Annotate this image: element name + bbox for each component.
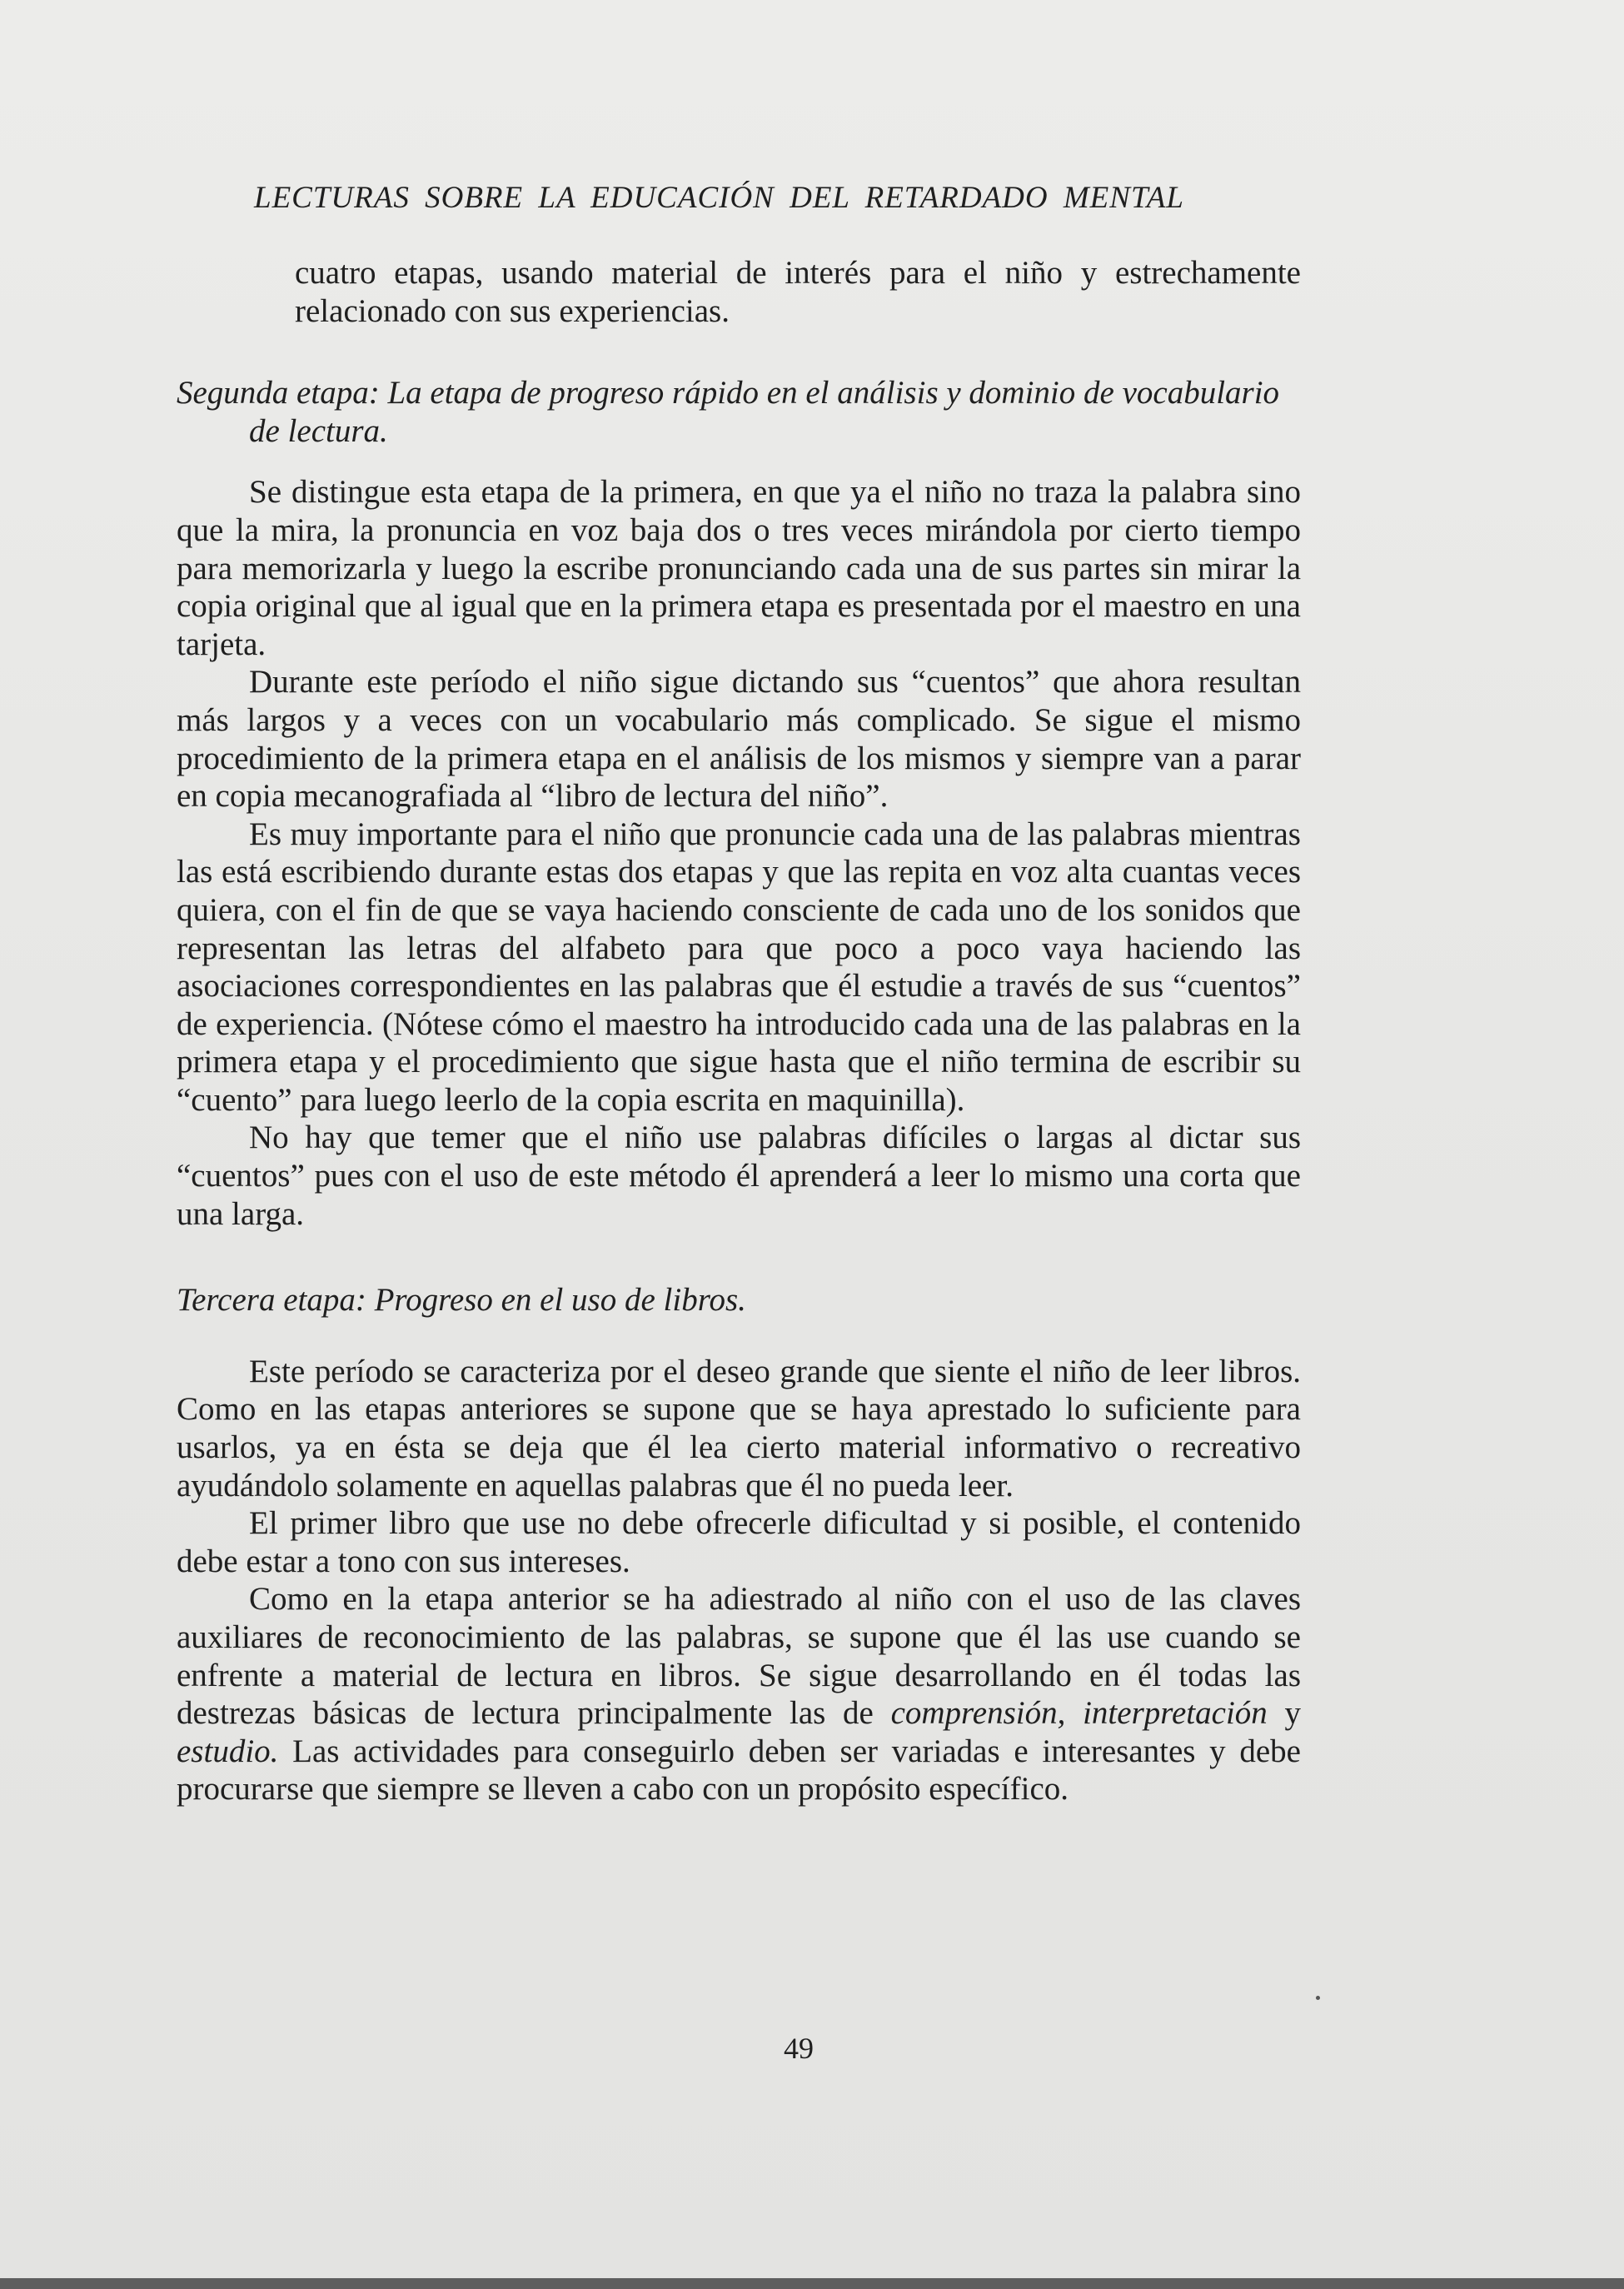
paragraph-segunda-3: Es muy importante para el niño que pronuncie cada una de las palabras mientras las está escribiendo durante estas dos etapas y que las repita en voz alta cuantas veces quiera, con el fin de que se vaya haciendo consciente de cada uno de los sonidos que representan las letras del alfabeto para que poco a poco vaya haciendo las asociaciones correspondientes en las palabras que él estudie a través de sus “cuentos” de experiencia. (Nótese cómo el maestro ha introducido cada una de las palabras en la primera etapa y el procedimiento que sigue hasta que el niño termina de escribir su “cuento” para luego leerlo de la copia escrita en maquinilla). bbox=[177, 815, 1301, 1118]
section-heading-segunda-etapa: Segunda etapa: La etapa de progreso rápido en el análisis y dominio de vocabulario de lectura. bbox=[177, 375, 1280, 449]
running-header: LECTURAS SOBRE LA EDUCACIÓN DEL RETARDADO MENTAL bbox=[254, 181, 1184, 215]
paragraph-tercera-3-lead: Como en la etapa anterior se ha adiestrado al niño con el uso de las claves auxiliares de reconocimiento de las palabras, se supone que él las use cuando se enfrente a material de lectura en libros. Se sigue desarrollando en él todas las destrezas básicas de lectura principalmente las de bbox=[177, 1581, 1301, 1732]
section-heading-tercera-etapa: Tercera etapa: Progreso en el uso de libros. bbox=[177, 1282, 746, 1319]
page-number: 49 bbox=[784, 2032, 814, 2065]
paragraph-tercera-3-tail: Las actividades para conseguirlo deben ser variadas e interesantes y debe procurarse que siempre se lleven a cabo con un propósito específico. bbox=[177, 1733, 1301, 1808]
term-joiner: y bbox=[1284, 1695, 1302, 1732]
term-comprension: comprensión, bbox=[890, 1695, 1066, 1732]
paragraph-segunda-4: No hay que temer que el niño use palabras difíciles o largas al dictar sus “cuentos” pues con el uso de este método él aprenderá a leer lo mismo una corta que una larga. bbox=[177, 1120, 1301, 1232]
paragraph-segunda-2: Durante este período el niño sigue dictando sus “cuentos” que ahora resultan más largos y a veces con un vocabulario más complicado. Se sigue el mismo procedimiento de la primera etapa en el análisis de los mismos y siempre van a parar en copia mecanografiada al “libro de lectura del niño”. bbox=[177, 664, 1301, 815]
term-interpretacion: interpretación bbox=[1083, 1695, 1268, 1732]
paragraph-segunda-1: Se distingue esta etapa de la primera, en que ya el niño no traza la palabra sino que la mira, la pronuncia en voz baja dos o tres veces mirándola por cierto tiempo para memorizarla y luego la escribe pronunciando cada una de sus partes sin mirar la copia original que al igual que en la primera etapa es presentada por el maestro en una tarjeta. bbox=[177, 474, 1301, 662]
paragraph-tercera-1: Este período se caracteriza por el deseo grande que siente el niño de leer libros. Como en las etapas anteriores se supone que se haya aprestado lo suficiente para usarlos, ya en ésta se deja que él lea cierto material informativo o recreativo ayudándolo solamente en aquellas palabras que él no pueda leer. bbox=[177, 1353, 1301, 1504]
paragraph-tercera-3 bbox=[177, 1580, 1301, 1808]
scan-speck bbox=[1316, 1996, 1320, 2000]
term-estudio: estudio. bbox=[177, 1733, 279, 1769]
page-body bbox=[177, 254, 1301, 1808]
intro-paragraph: cuatro etapas, usando material de interés para el niño y estrechamente relacionado con sus experiencias. bbox=[295, 255, 1301, 329]
scan-bottom-edge bbox=[0, 2278, 1624, 2289]
paragraph-tercera-2: El primer libro que use no debe ofrecerle dificultad y si posible, el contenido debe estar a tono con sus intereses. bbox=[177, 1505, 1301, 1579]
